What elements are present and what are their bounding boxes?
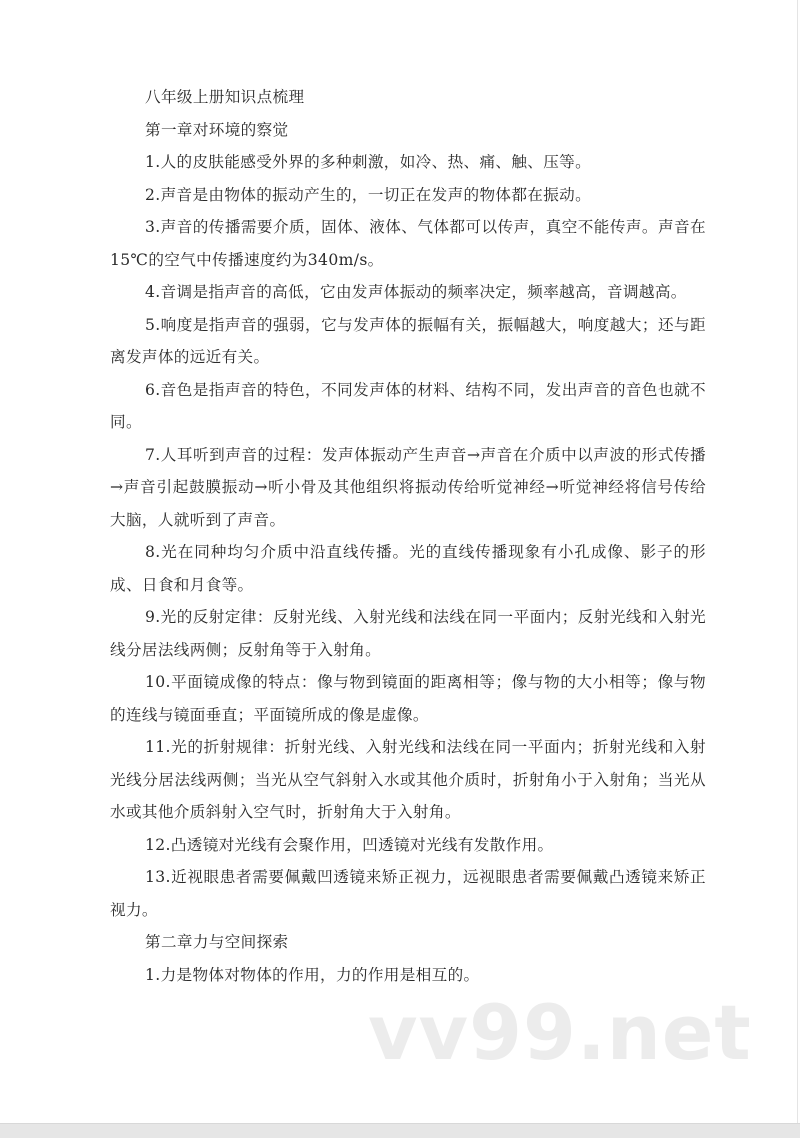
- paragraph: 6.音色是指声音的特色，不同发声体的材料、结构不同，发出声音的音色也就不同。: [110, 380, 706, 431]
- paragraph: 3.声音的传播需要介质，固体、液体、气体都可以传声，真空不能传声。声音在15℃的空气中传播速度约为340m/s。: [110, 218, 706, 269]
- paragraph: 11.光的折射规律：折射光线、入射光线和法线在同一平面内；折射光线和入射光线分居法线两侧；当光从空气斜射入水或其他介质时，折射角小于入射角；当光从水或其他介质斜射入空气时，折射角大于入射角。: [110, 738, 706, 821]
- paragraph: 8.光在同种均匀介质中沿直线传播。光的直线传播现象有小孔成像、影子的形成、日食和月食等。: [110, 543, 706, 594]
- paragraph: 4.音调是指声音的高低，它由发声体振动的频率决定，频率越高，音调越高。: [145, 283, 687, 301]
- document-title: 八年级上册知识点梳理: [145, 88, 305, 106]
- paragraph: 5.响度是指声音的强弱，它与发声体的振幅有关，振幅越大，响度越大；还与距离发声体的远近有关。: [110, 315, 706, 366]
- paragraph: 10.平面镜成像的特点：像与物到镜面的距离相等；像与物的大小相等；像与物的连线与镜面垂直；平面镜所成的像是虚像。: [110, 673, 706, 724]
- paragraph: 1.人的皮肤能感受外界的多种刺激，如冷、热、痛、触、压等。: [145, 153, 592, 171]
- chapter-heading: 第二章力与空间探索: [145, 933, 289, 951]
- paragraph: 9.光的反射定律：反射光线、入射光线和法线在同一平面内；反射光线和入射光线分居法线两侧；反射角等于入射角。: [110, 608, 706, 659]
- paragraph: 13.近视眼患者需要佩戴凹透镜来矫正视力，远视眼患者需要佩戴凸透镜来矫正视力。: [110, 868, 706, 919]
- chapter-heading: 第一章对环境的察觉: [145, 120, 289, 139]
- watermark: vv99.net: [368, 988, 752, 1077]
- paragraph: 7.人耳听到声音的过程：发声体振动产生声音→声音在介质中以声波的形式传播→声音引起鼓膜振动→听小骨及其他组织将振动传给听觉神经→听觉神经将信号传给大脑，人就听到了声音。: [110, 445, 706, 529]
- page-bottom-edge: [0, 1123, 800, 1138]
- paragraph: 1.力是物体对物体的作用，力的作用是相互的。: [145, 965, 480, 984]
- paragraph: 2.声音是由物体的振动产生的，一切正在发声的物体都在振动。: [145, 185, 592, 204]
- paragraph: 12.凸透镜对光线有会聚作用，凹透镜对光线有发散作用。: [145, 835, 554, 854]
- document-content: [110, 81, 706, 991]
